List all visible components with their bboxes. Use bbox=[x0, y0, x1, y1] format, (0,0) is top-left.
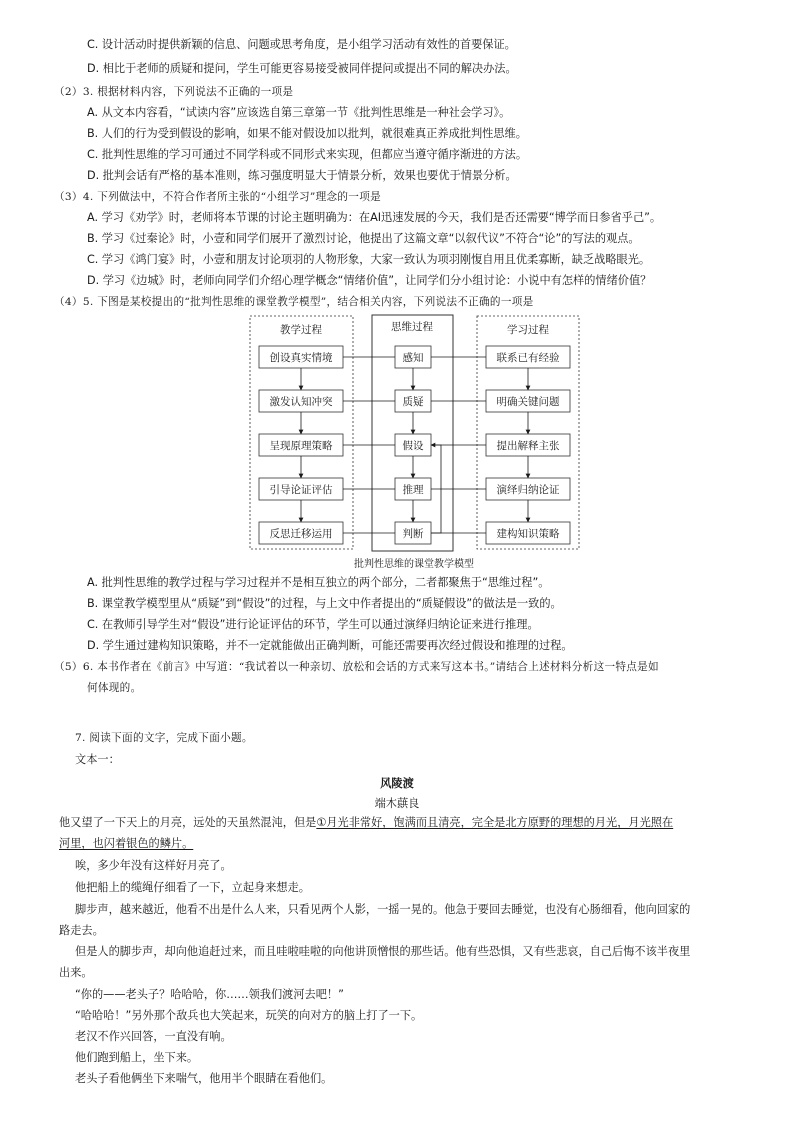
q5-option-d: D. 学生通过建构知识策略，并不一定就能做出正确判断，可能还需要再次经过假设和推理的过程。 bbox=[87, 639, 573, 652]
learning-column-header: 学习过程 bbox=[507, 324, 549, 336]
passage-paragraph-6: “你的——老头子？哈哈哈，你……领我们渡河去吧！” bbox=[75, 988, 344, 1001]
q4-option-d: D. 学习《边城》时，老师向同学们介绍心理学概念“情绪价值”，让同学们分小组讨论：小说中有怎样的情绪价值？ bbox=[87, 274, 652, 287]
q5-option-c: C. 在教师引导学生对“假设”进行论证评估的环节，学生可以通过演绎归纳论证来进行推理。 bbox=[87, 618, 539, 631]
teaching-box bbox=[259, 346, 343, 368]
question-number: （3）4. bbox=[54, 191, 94, 203]
question-text: 下列做法中，不符合作者所主张的“小组学习”理念的一项是 bbox=[97, 191, 381, 203]
learning-box bbox=[486, 522, 570, 544]
svg-text:质疑: 质疑 bbox=[402, 396, 424, 408]
passage-paragraph-8: 老汉不作兴回答，一直没有响。 bbox=[75, 1030, 232, 1043]
thinking-box bbox=[395, 346, 431, 368]
question-4-stem bbox=[54, 189, 381, 205]
svg-text:激发认知冲突: 激发认知冲突 bbox=[269, 396, 333, 408]
learning-box bbox=[486, 346, 570, 368]
q3-option-c: C. 批判性思维的学习可通过不同学科或不同形式来实现，但都应当遵守循序渐进的方法。 bbox=[87, 148, 528, 161]
svg-text:演绎归纳论证: 演绎归纳论证 bbox=[496, 484, 560, 496]
teaching-column-header: 教学过程 bbox=[280, 324, 322, 336]
svg-text:呈现原理策略: 呈现原理策略 bbox=[269, 440, 333, 452]
passage-paragraph-5: 但是人的脚步声，却向他追赶过来，而且哇啦哇啦的向他讲顶憎恨的那些话。他有些恐惧，又有些悲哀，自己后悔不该半夜里 bbox=[75, 945, 691, 958]
teaching-box bbox=[259, 434, 343, 456]
option-c-prev: C. 设计活动时提供新颖的信息、问题或思考角度，是小组学习活动有效性的首要保证。 bbox=[87, 38, 516, 51]
passage-paragraph-4: 脚步声，越来越近，他看不出是什么人来，只看见两个人影，一摇一晃的。他急于要回去睡觉，也没有心肠细看，他向回家的 bbox=[75, 903, 691, 916]
q3-option-a: A. 从文本内容看，“试读内容”应该选自第三章第一节《批判性思维是一种社会学习》。 bbox=[87, 106, 511, 119]
thinking-box bbox=[395, 522, 431, 544]
passage-paragraph-3: 他把船上的缆绳仔细看了一下，立起身来想走。 bbox=[75, 881, 310, 894]
question-5-stem bbox=[54, 294, 534, 310]
question-text: 下图是某校提出的“批判性思维的课堂教学模型”，结合相关内容，下列说法不正确的一项是 bbox=[97, 296, 534, 308]
learning-box bbox=[486, 434, 570, 456]
q3-option-d: D. 批判会话有严格的基本准则，练习强度明显大于情景分析，效果也要优于情景分析。 bbox=[87, 169, 517, 182]
question-6-stem-cont: 何体现的。 bbox=[87, 682, 142, 694]
svg-text:建构知识策略: 建构知识策略 bbox=[496, 528, 560, 540]
passage-paragraph-10: 老头子看他俩坐下来喘气，他用半个眼睛在看他们。 bbox=[75, 1072, 333, 1085]
q4-option-b: B. 学习《过秦论》时，小壹和同学们展开了激烈讨论，他提出了这篇文章“以叙代议”不符合“论”的写法的观点。 bbox=[87, 232, 640, 245]
q4-option-c: C. 学习《鸿门宴》时，小壹和朋友讨论项羽的人物形象，大家一致认为项羽刚愎自用且优柔寡断，缺乏战略眼光。 bbox=[87, 253, 651, 266]
teaching-box bbox=[259, 478, 343, 500]
passage-paragraph-4-cont: 路走去。 bbox=[59, 924, 104, 937]
diagram-caption: 批判性思维的课堂教学模型 bbox=[354, 559, 474, 570]
svg-text:推理: 推理 bbox=[402, 484, 424, 496]
question-text: 根据材料内容，下列说法不正确的一项是 bbox=[97, 86, 294, 98]
svg-text:假设: 假设 bbox=[402, 440, 424, 452]
passage-paragraph-9: 他们跑到船上，坐下来。 bbox=[75, 1051, 199, 1064]
q5-option-b: B. 课堂教学模型里从“质疑”到“假设”的过程，与上文中作者提出的“质疑假设”的做法是一致的。 bbox=[87, 597, 562, 610]
svg-text:反思迁移运用: 反思迁移运用 bbox=[269, 528, 333, 540]
question-7-heading: 7. 阅读下面的文字，完成下面小题。 bbox=[75, 732, 253, 744]
passage-title: 风陵渡 bbox=[380, 777, 414, 790]
svg-text:明确关键问题: 明确关键问题 bbox=[496, 396, 560, 408]
teaching-model-diagram bbox=[248, 313, 580, 553]
svg-text:引导论证评估: 引导论证评估 bbox=[269, 484, 333, 496]
question-3-stem bbox=[54, 84, 293, 100]
q3-option-b: B. 人们的行为受到假设的影响，如果不能对假设加以批判，就很难真正养成批判性思维。 bbox=[87, 127, 527, 140]
question-number: （5）6. bbox=[54, 661, 94, 673]
question-text: 本书作者在《前言》中写道：“我试着以一种亲切、放松和会话的方式来写这本书。”请结合上述材料分析这一特点是如 bbox=[97, 661, 659, 673]
text-label: 文本一： bbox=[75, 753, 120, 766]
svg-text:创设真实情境: 创设真实情境 bbox=[269, 352, 333, 364]
learning-box bbox=[486, 390, 570, 412]
teaching-box bbox=[259, 522, 343, 544]
thinking-box bbox=[395, 434, 431, 456]
svg-text:感知: 感知 bbox=[402, 352, 424, 364]
thinking-column-header: 思维过程 bbox=[391, 321, 433, 333]
q5-option-a: A. 批判性思维的教学过程与学习过程并不是相互独立的两个部分，二者都聚焦于“思维过程”。 bbox=[87, 576, 550, 589]
svg-text:判断: 判断 bbox=[402, 528, 424, 540]
option-d-prev: D. 相比于老师的质疑和提问，学生可能更容易接受被同伴提问或提出不同的解决办法。 bbox=[87, 62, 517, 75]
paragraph-text: 他又望了一下天上的月亮，远处的天虽然混沌，但是 bbox=[59, 816, 317, 829]
underlined-sentence-1: ①月光非常好，饱满而且清亮，完全是北方原野的理想的月光，月光照在 bbox=[316, 816, 674, 829]
svg-text:联系已有经验: 联系已有经验 bbox=[496, 352, 560, 364]
question-number: （2）3. bbox=[54, 86, 94, 98]
teaching-box bbox=[259, 390, 343, 412]
q4-option-a: A. 学习《劝学》时，老师将本节课的讨论主题明确为：在AI迅速发展的今天，我们是否还需要“博学而日参省乎己”。 bbox=[87, 211, 662, 224]
thinking-box bbox=[395, 390, 431, 412]
thinking-box bbox=[395, 478, 431, 500]
learning-box bbox=[486, 478, 570, 500]
passage-paragraph-1 bbox=[59, 815, 673, 831]
question-6-stem bbox=[54, 659, 659, 675]
passage-author: 端木蕻良 bbox=[374, 797, 420, 810]
svg-text:提出解释主张: 提出解释主张 bbox=[496, 440, 560, 452]
passage-paragraph-7: “哈哈哈！”另外那个敌兵也大笑起来，玩笑的向对方的脑上打了一下。 bbox=[75, 1009, 423, 1022]
underlined-sentence-1-cont: 河里，也闪着银色的鳞片。 bbox=[59, 837, 194, 850]
question-number: （4）5. bbox=[54, 296, 94, 308]
passage-paragraph-5-cont: 出来。 bbox=[59, 966, 93, 979]
passage-paragraph-2: 唉，多少年没有这样好月亮了。 bbox=[75, 859, 232, 872]
